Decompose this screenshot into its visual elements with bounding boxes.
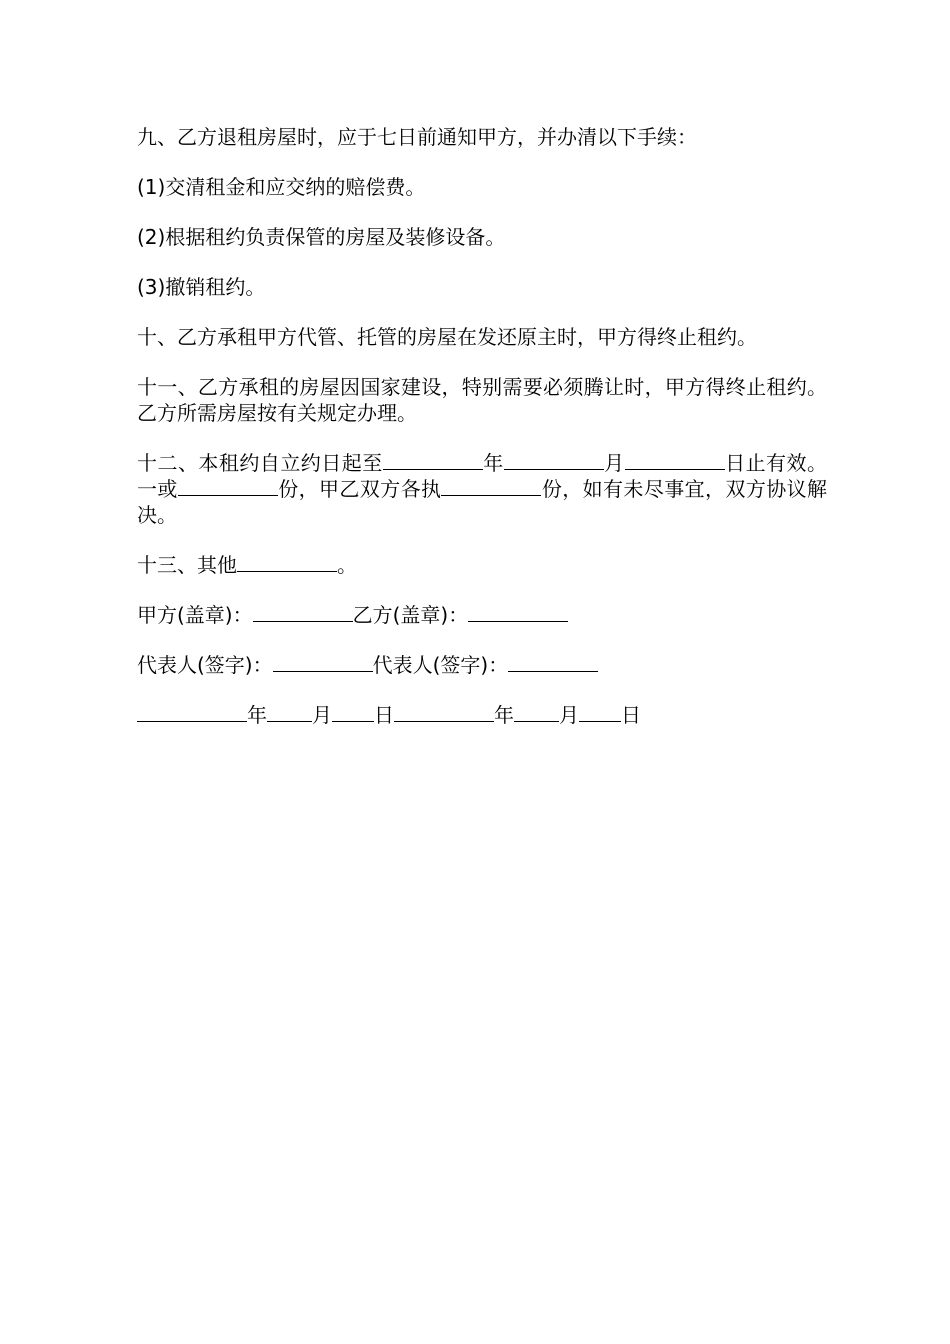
blank-line [625, 451, 725, 470]
clause-12-text-5: 份，甲乙双方各执 [277, 477, 442, 501]
blank-line [267, 703, 312, 722]
clause-10: 十、乙方承租甲方代管、托管的房屋在发还原主时，甲方得终止租约。 [137, 325, 757, 349]
clause-13-text-1: 十三、其他 [137, 553, 237, 577]
blank-line [514, 703, 559, 722]
blank-line [383, 451, 483, 470]
blank-line [137, 703, 247, 722]
clause-9-item-1: (1)交清租金和应交纳的赔偿费。 [137, 175, 426, 199]
date-year-label: 年 [494, 703, 514, 727]
clause-13-text-2: 。 [337, 553, 357, 577]
date-day-label: 日 [374, 703, 394, 727]
date-year-label: 年 [247, 703, 267, 727]
clause-9-item-3: (3)撤销租约。 [137, 275, 266, 299]
blank-line [237, 553, 337, 572]
blank-line [508, 653, 598, 672]
date-month-label: 月 [312, 703, 332, 727]
date-row [137, 702, 827, 728]
document-body [137, 124, 827, 752]
date-day-label: 日 [621, 703, 641, 727]
clause-12-text-6: 份，如有未尽事宜，双方协议解决。 [137, 477, 828, 527]
blank-line [273, 653, 373, 672]
party-a-rep-label: 代表人(签字)： [137, 653, 273, 677]
clause-12 [137, 450, 827, 528]
clause-12-text-2: 年 [482, 451, 504, 475]
party-b-rep-label: 代表人(签字)： [372, 653, 509, 677]
signature-representative-row [137, 652, 827, 678]
blank-line [178, 477, 278, 496]
party-a-seal-label: 甲方(盖章)： [137, 603, 253, 627]
blank-line [504, 451, 604, 470]
blank-line [468, 603, 568, 622]
clause-12-text-3: 月 [603, 451, 625, 475]
blank-line [579, 703, 621, 722]
date-month-label: 月 [559, 703, 579, 727]
clause-13 [137, 552, 827, 578]
blank-line [394, 703, 494, 722]
blank-line [332, 703, 374, 722]
clause-12-text-4: 日止有效。一或 [137, 451, 828, 501]
clause-9-item-2: (2)根据租约负责保管的房屋及装修设备。 [137, 225, 506, 249]
signature-seal-row [137, 602, 827, 628]
clause-9: 九、乙方退租房屋时，应于七日前通知甲方，并办清以下手续： [137, 125, 697, 149]
clause-11: 十一、乙方承租的房屋因国家建设，特别需要必须腾让时，甲方得终止租约。乙方所需房屋按有关规定办理。 [137, 375, 827, 425]
clause-12-text-1: 十二、本租约自立约日起至 [137, 451, 383, 475]
blank-line [441, 477, 541, 496]
blank-line [253, 603, 353, 622]
party-b-seal-label: 乙方(盖章)： [352, 603, 469, 627]
